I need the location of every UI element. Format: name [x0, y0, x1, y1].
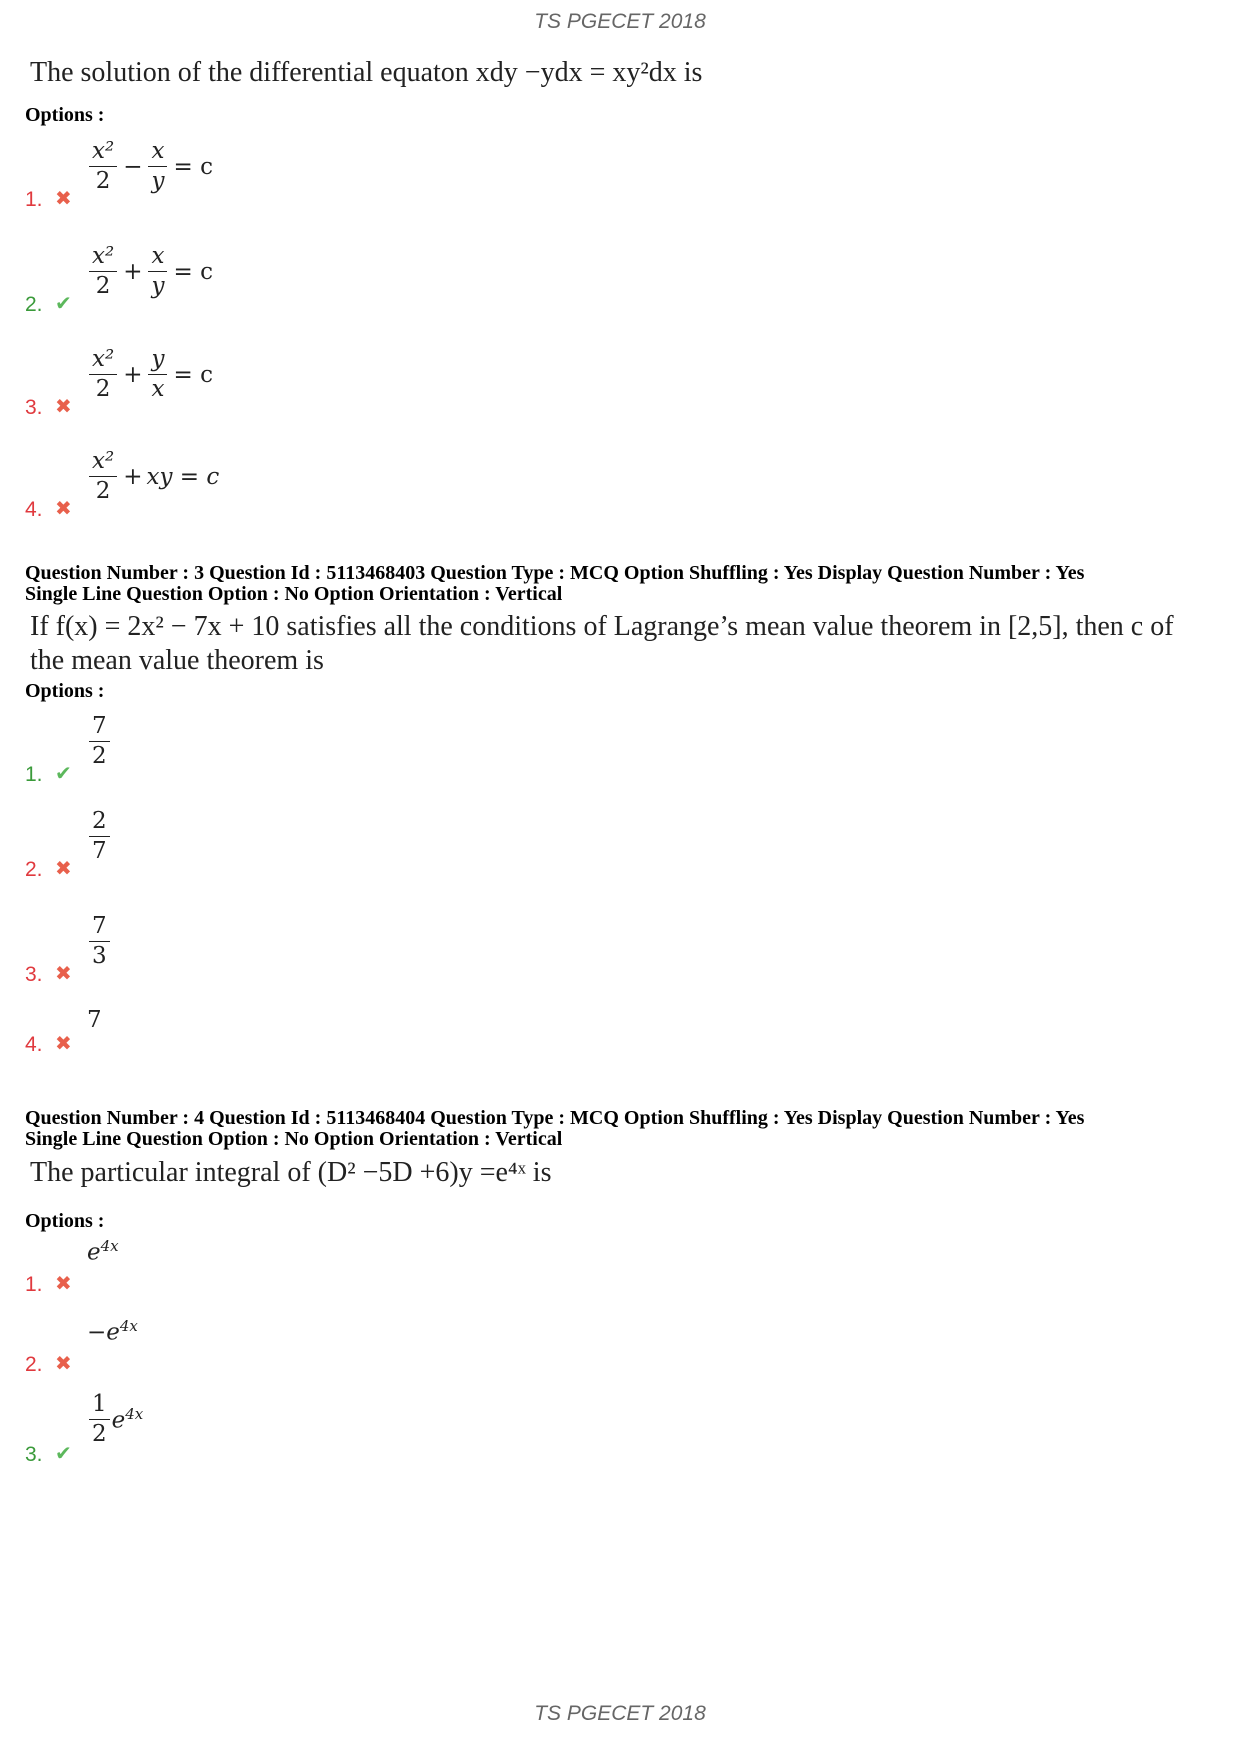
exponential-power: 4x	[119, 1317, 138, 1335]
question-3-meta-line2: Single Line Question Option : No Option Orientation : Vertical	[25, 583, 563, 605]
option-expression	[87, 915, 112, 968]
exponential-base: $-e^{4x}$	[87, 1317, 138, 1346]
option-expression	[87, 715, 112, 768]
option-number: 4.	[25, 1033, 43, 1056]
fraction-numerator: y	[148, 348, 167, 375]
option-number: 2.	[25, 858, 43, 881]
check-icon: ✔	[55, 1441, 72, 1465]
fraction-denominator: x	[151, 376, 165, 402]
fraction-denominator: y	[151, 273, 165, 299]
exponential-power: 4x	[125, 1405, 144, 1424]
fraction-numerator: x²	[89, 348, 117, 375]
fraction-denominator: 7	[92, 838, 107, 864]
check-icon: ✔	[55, 291, 72, 315]
option-expression	[87, 810, 112, 863]
fraction	[89, 715, 110, 768]
fraction	[148, 140, 167, 193]
option-value: 7	[87, 1007, 102, 1033]
fraction-numerator: x	[148, 245, 167, 272]
fraction	[89, 450, 117, 503]
option-expression	[87, 1393, 143, 1446]
operator: +	[123, 258, 143, 285]
fraction-numerator: x	[148, 140, 167, 167]
option-expression	[87, 1007, 102, 1033]
equals-rhs: = c	[173, 153, 213, 180]
exponential-power: 4x	[100, 1237, 119, 1255]
cross-icon: ✖	[55, 1031, 72, 1055]
options-label: Options :	[25, 680, 105, 702]
question-3-meta-line1: Question Number : 3 Question Id : 5113468403 Question Type : MCQ Option Shuffling : Yes Display Question Number : Yes	[25, 562, 1085, 584]
equals-rhs: = c	[173, 361, 213, 388]
option-number: 1.	[25, 1273, 43, 1296]
option-4[interactable]	[25, 975, 725, 1065]
option-number: 3.	[25, 1443, 43, 1466]
fraction	[89, 245, 117, 298]
fraction-denominator: 3	[92, 943, 107, 969]
cross-icon: ✖	[55, 186, 72, 210]
option-4[interactable]	[25, 440, 725, 530]
option-number: 1.	[25, 188, 43, 211]
question-2-text: The solution of the differential equaton xdy −ydx = xy²dx is	[30, 57, 703, 88]
option-expression	[87, 140, 217, 193]
fraction	[89, 810, 110, 863]
fraction-denominator: 2	[95, 273, 111, 299]
fraction-denominator: 2	[95, 376, 111, 402]
operator: +	[123, 361, 143, 388]
fraction	[148, 245, 167, 298]
option-expression	[87, 348, 217, 401]
fraction-numerator: x²	[89, 140, 117, 167]
question-3-text-line2: the mean value theorem is	[30, 645, 324, 676]
option-2[interactable]	[25, 235, 725, 325]
cross-icon: ✖	[55, 394, 72, 418]
option-3[interactable]	[25, 1385, 725, 1475]
question-4-meta-line1: Question Number : 4 Question Id : 5113468404 Question Type : MCQ Option Shuffling : Yes Display Question Number : Yes	[25, 1107, 1085, 1129]
fraction-denominator: 2	[92, 743, 107, 769]
option-expression	[87, 450, 219, 503]
fraction-denominator: 2	[95, 168, 111, 194]
option-number: 4.	[25, 498, 43, 521]
fraction-numerator: x²	[89, 450, 117, 477]
operator: +	[123, 463, 143, 490]
equals-rhs: = c	[173, 258, 213, 285]
question-4-meta	[25, 1108, 1084, 1150]
cross-icon: ✖	[55, 961, 72, 985]
option-number: 2.	[25, 293, 43, 316]
question-4-text: The particular integral of (D² −5D +6)y =e⁴ˣ is	[30, 1157, 552, 1188]
fraction-numerator: 7	[89, 915, 110, 942]
cross-icon: ✖	[55, 496, 72, 520]
fraction	[89, 1393, 110, 1446]
fraction-numerator: 2	[89, 810, 110, 837]
exponential-base: $e^{4x}$	[111, 1405, 144, 1434]
page-header: TS PGECET 2018	[534, 10, 706, 33]
operator: −	[123, 153, 143, 180]
question-3-text-line1: If f(x) = 2x² − 7x + 10 satisfies all the conditions of Lagrange’s mean value theorem in [2,5], then c of	[30, 611, 1174, 642]
fraction-denominator: 2	[92, 1421, 107, 1447]
fraction-numerator: x²	[89, 245, 117, 272]
option-expression	[87, 1317, 138, 1346]
option-2[interactable]	[25, 1295, 725, 1385]
fraction	[89, 348, 117, 401]
options-label: Options :	[25, 1210, 105, 1232]
option-number: 3.	[25, 963, 43, 986]
question-3-meta	[25, 563, 1084, 605]
fraction	[89, 140, 117, 193]
check-icon: ✔	[55, 761, 72, 785]
fraction-numerator: 1	[89, 1393, 110, 1420]
option-1[interactable]	[25, 1215, 725, 1305]
exponential-base: $e^{4x}$	[87, 1237, 119, 1266]
cross-icon: ✖	[55, 1271, 72, 1295]
option-1[interactable]	[25, 130, 725, 220]
cross-icon: ✖	[55, 1351, 72, 1375]
option-expression	[87, 245, 217, 298]
page-footer: TS PGECET 2018	[534, 1702, 706, 1725]
options-label: Options :	[25, 104, 105, 126]
option-2[interactable]	[25, 800, 725, 890]
fraction-denominator: 2	[95, 478, 111, 504]
option-number: 2.	[25, 1353, 43, 1376]
option-3[interactable]	[25, 338, 725, 428]
option-number: 1.	[25, 763, 43, 786]
option-number: 3.	[25, 396, 43, 419]
option-1[interactable]	[25, 705, 725, 795]
fraction	[89, 915, 110, 968]
option-expression	[87, 1237, 119, 1266]
expression-tail: xy = c	[146, 463, 220, 490]
fraction-numerator: 7	[89, 715, 110, 742]
fraction	[148, 348, 167, 401]
question-4-meta-line2: Single Line Question Option : No Option Orientation : Vertical	[25, 1128, 563, 1150]
cross-icon: ✖	[55, 856, 72, 880]
question-3-text	[30, 610, 1174, 678]
fraction-denominator: y	[151, 168, 165, 194]
